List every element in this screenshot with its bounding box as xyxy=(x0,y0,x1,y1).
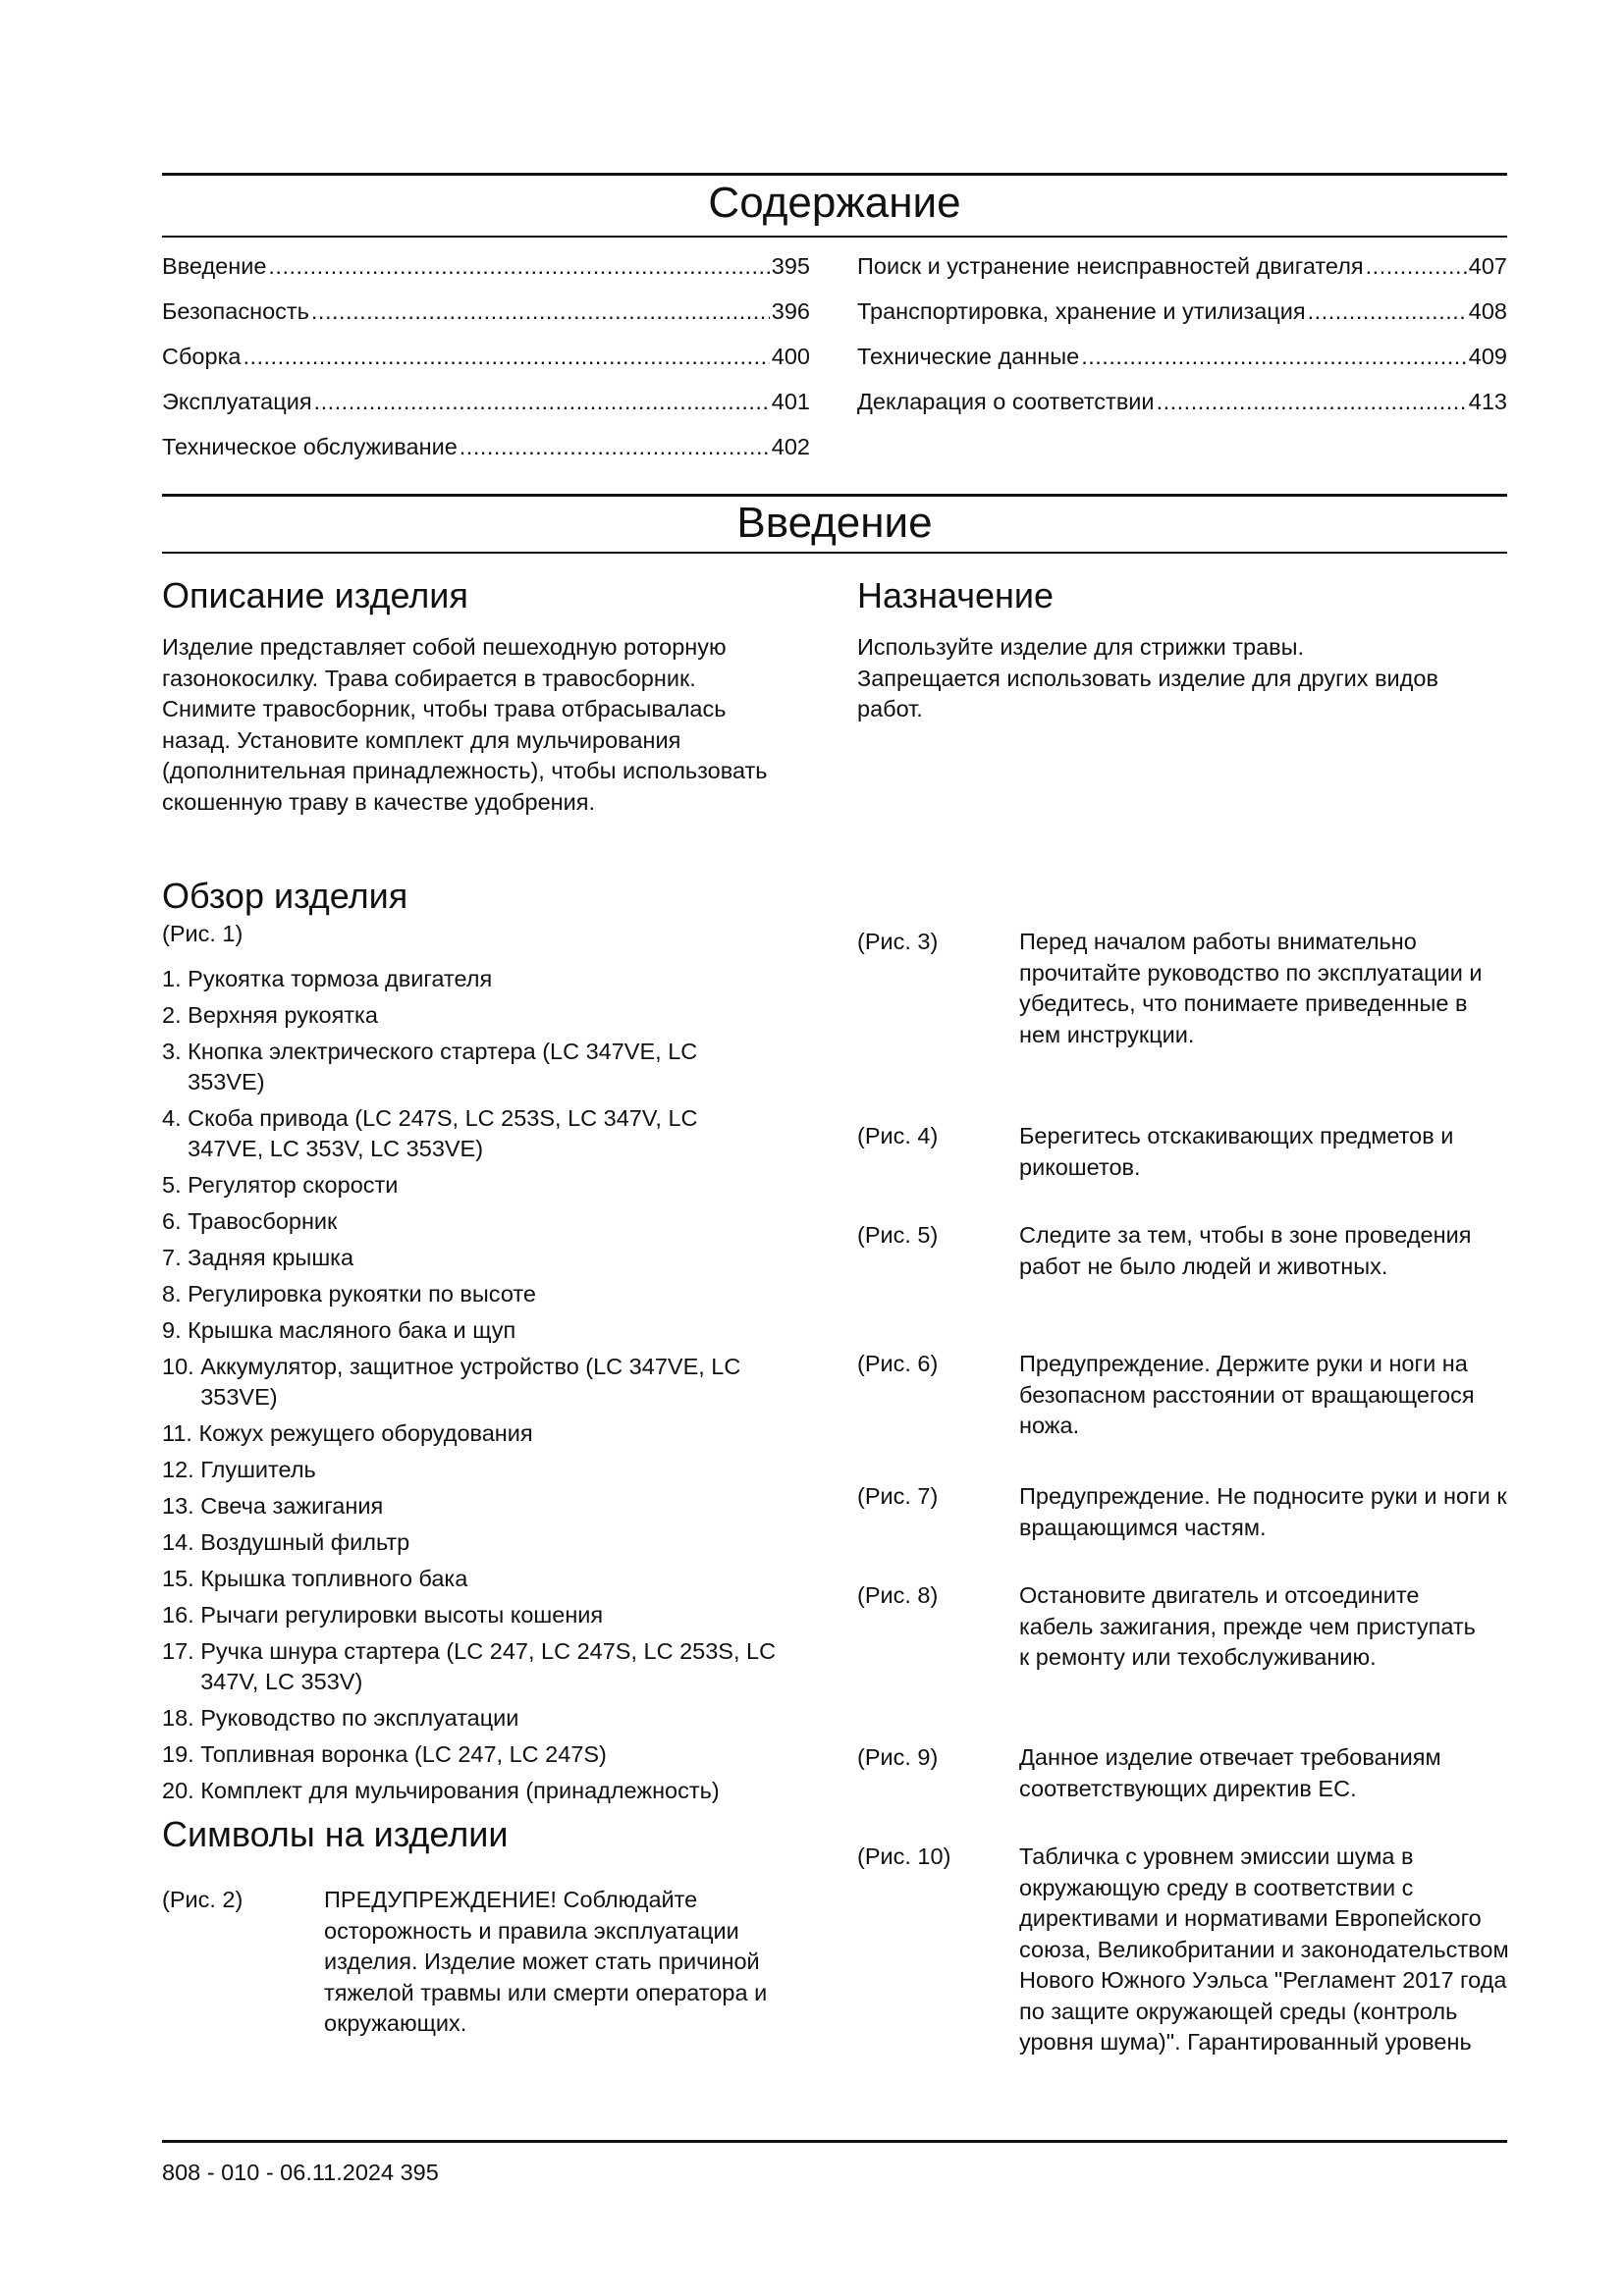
figure-reference: (Рис. 6) xyxy=(857,1351,939,1376)
toc-entry-page: 413 xyxy=(1468,389,1507,414)
item-number: 3. xyxy=(162,1039,189,1064)
item-text: Ручка шнура стартера (LC 247, LC 247S, LC 253S, LC 347V, LC 353V) xyxy=(200,1638,777,1694)
toc-entry-page: 409 xyxy=(1468,344,1507,369)
item-text: Крышка масляного бака и щуп xyxy=(188,1317,516,1343)
intro-title-underline xyxy=(162,552,1507,554)
toc-entry-label: Безопасность xyxy=(162,298,309,324)
item-number: 5. xyxy=(162,1172,189,1198)
figure-reference: (Рис. 10) xyxy=(857,1843,951,1869)
symbol-description: ПРЕДУПРЕЖДЕНИЕ! Соблюдайте осторожность и правила эксплуатации изделия. Изделие может стать причиной тяжелой травмы или смерти оператора и окружающих. xyxy=(324,1887,768,2036)
item-text: Воздушный фильтр xyxy=(200,1529,410,1555)
list-item xyxy=(162,1206,830,1237)
item-number: 9. xyxy=(162,1317,189,1343)
figure-reference: (Рис. 3) xyxy=(857,929,939,954)
document-code: 808 - 010 - 06.11.2024 xyxy=(162,2160,395,2185)
toc-title: Содержание xyxy=(708,179,961,227)
toc-entry-technical-data[interactable] xyxy=(857,344,1507,370)
toc-entry-page: 395 xyxy=(771,253,810,279)
toc-entry-label: Сборка xyxy=(162,344,242,369)
item-number: 12. xyxy=(162,1457,201,1482)
toc-leader-dots xyxy=(1308,298,1467,325)
item-number: 7. xyxy=(162,1245,189,1270)
item-number: 1. xyxy=(162,966,189,991)
symbol-description: Перед началом работы внимательно прочитайте руководство по эксплуатации и убедитесь, что понимаете приведенные в нем инструкции. xyxy=(1019,929,1483,1047)
symbol-entry-fig6 xyxy=(857,1349,1507,1447)
list-item xyxy=(162,964,830,994)
intro-top-rule xyxy=(162,494,1507,497)
toc-entry-intro[interactable] xyxy=(162,253,810,280)
toc-entry-page: 400 xyxy=(771,344,810,369)
purpose-heading: Назначение xyxy=(857,575,1055,615)
item-number: 14. xyxy=(162,1529,201,1555)
list-item xyxy=(162,1455,830,1485)
figure-reference: (Рис. 7) xyxy=(857,1483,939,1509)
item-text: Комплект для мульчирования (принадлежность) xyxy=(200,1778,720,1803)
item-text: Регулировка рукоятки по высоте xyxy=(188,1281,536,1307)
figure-reference: (Рис. 9) xyxy=(857,1744,939,1770)
toc-entry-page: 402 xyxy=(771,434,810,459)
symbol-description: Предупреждение. Держите руки и ноги на безопасном расстоянии от вращающегося ножа. xyxy=(1019,1351,1475,1438)
item-text: Кнопка электрического стартера (LC 347VE, LC 353VE) xyxy=(188,1039,698,1095)
list-item xyxy=(162,1279,830,1309)
toc-entry-assembly[interactable] xyxy=(162,344,810,370)
toc-leader-dots xyxy=(311,298,770,325)
item-number: 20. xyxy=(162,1778,201,1803)
overview-figref: (Рис. 1) xyxy=(162,921,244,946)
item-number: 13. xyxy=(162,1493,201,1519)
list-item xyxy=(162,1103,830,1164)
toc-entry-page: 408 xyxy=(1468,298,1507,324)
purpose-text: Используйте изделие для стрижки травы. Запрещается использовать изделие для других видов работ. xyxy=(857,634,1438,721)
item-text: Кожух режущего оборудования xyxy=(198,1420,533,1446)
overview-heading: Обзор изделия xyxy=(162,876,408,916)
item-number: 8. xyxy=(162,1281,189,1307)
figure-reference: (Рис. 5) xyxy=(857,1222,939,1248)
footer-rule xyxy=(162,2140,1507,2143)
list-item xyxy=(162,1418,830,1449)
list-item xyxy=(162,1776,830,1806)
item-text: Топливная воронка (LC 247, LC 247S) xyxy=(200,1741,607,1767)
item-text: Рычаги регулировки высоты кошения xyxy=(200,1602,604,1628)
symbol-entry-fig2 xyxy=(162,1885,790,2052)
intro-title: Введение xyxy=(736,499,933,547)
item-number: 11. xyxy=(162,1420,199,1446)
toc-leader-dots xyxy=(268,253,769,280)
symbol-entry-fig10 xyxy=(857,1842,1507,2097)
item-text: Верхняя рукоятка xyxy=(188,1002,378,1028)
item-number: 16. xyxy=(162,1602,201,1628)
toc-entry-safety[interactable] xyxy=(162,298,810,325)
toc-entry-page: 407 xyxy=(1468,253,1507,279)
item-number: 2. xyxy=(162,1002,189,1028)
item-text: Регулятор скорости xyxy=(188,1172,399,1198)
symbol-description: Предупреждение. Не подносите руки и ноги к вращающимся частям. xyxy=(1019,1483,1507,1540)
list-item xyxy=(162,1315,830,1346)
symbol-entry-fig5 xyxy=(857,1220,1507,1318)
footer-text xyxy=(162,2160,439,2186)
item-text: Руководство по эксплуатации xyxy=(200,1705,519,1731)
list-item xyxy=(162,1037,830,1097)
item-number: 18. xyxy=(162,1705,201,1731)
list-item xyxy=(162,1739,830,1770)
list-item xyxy=(162,1170,830,1201)
symbol-entry-fig7 xyxy=(857,1481,1507,1550)
overview-list xyxy=(162,964,830,1812)
toc-entry-maintenance[interactable] xyxy=(162,434,810,460)
toc-entry-label: Транспортировка, хранение и утилизация xyxy=(857,298,1306,324)
item-text: Рукоятка тормоза двигателя xyxy=(188,966,493,991)
toc-leader-dots xyxy=(460,434,770,460)
item-number: 4. xyxy=(162,1105,189,1131)
figure-reference: (Рис. 2) xyxy=(162,1887,244,1912)
toc-leader-dots xyxy=(1157,389,1467,415)
toc-entry-label: Техническое обслуживание xyxy=(162,434,458,459)
item-text: Травосборник xyxy=(188,1208,338,1234)
symbols-heading: Символы на изделии xyxy=(162,1814,509,1854)
item-text: Крышка топливного бака xyxy=(200,1566,468,1591)
figure-reference: (Рис. 4) xyxy=(857,1123,939,1148)
toc-entry-label: Введение xyxy=(162,253,267,279)
item-number: 15. xyxy=(162,1566,201,1591)
toc-entry-label: Эксплуатация xyxy=(162,389,312,414)
list-item xyxy=(162,1703,830,1734)
list-item xyxy=(162,1636,830,1697)
symbol-entry-fig3 xyxy=(857,927,1507,1054)
toc-leader-dots xyxy=(314,389,770,415)
symbol-description: Берегитесь отскакивающих предметов и рикошетов. xyxy=(1019,1123,1454,1180)
toc-entry-label: Поиск и устранение неисправностей двигателя xyxy=(857,253,1364,279)
list-item xyxy=(162,1600,830,1630)
list-item xyxy=(162,1564,830,1594)
item-text: Свеча зажигания xyxy=(200,1493,384,1519)
symbol-description: Данное изделие отвечает требованиям соответствующих директив ЕС. xyxy=(1019,1744,1441,1801)
toc-entry-label: Декларация о соответствии xyxy=(857,389,1155,414)
toc-entry-operation[interactable] xyxy=(162,389,810,415)
symbol-description: Остановите двигатель и отсоедините кабель зажигания, прежде чем приступать к ремонту или техобслуживанию. xyxy=(1019,1582,1476,1670)
toc-entry-page: 401 xyxy=(771,389,810,414)
symbol-description: Табличка с уровнем эмиссии шума в окружающую среду в соответствии с директивами и нормативами Европейского союза, Великобритании и законодательством Нового Южного Уэльса "Регламент 2017 года по защите окружающей среды (контроль уровня шума)". Гарантированный уровень xyxy=(1019,1843,1509,2055)
list-item xyxy=(162,1527,830,1558)
list-item xyxy=(162,1000,830,1031)
toc-leader-dots xyxy=(1081,344,1467,370)
toc-leader-dots xyxy=(1366,253,1467,280)
figure-reference: (Рис. 8) xyxy=(857,1582,939,1608)
item-number: 19. xyxy=(162,1741,201,1767)
item-text: Глушитель xyxy=(200,1457,316,1482)
symbol-description: Следите за тем, чтобы в зоне проведения работ не было людей и животных. xyxy=(1019,1222,1472,1279)
toc-leader-dots xyxy=(243,344,769,370)
item-text: Задняя крышка xyxy=(188,1245,354,1270)
list-item xyxy=(162,1352,830,1413)
description-heading: Описание изделия xyxy=(162,575,468,615)
description-text: Изделие представляет собой пешеходную роторную газонокосилку. Трава собирается в травосборник. Снимите травосборник, чтобы трава отбрасывалась назад. Установите комплект для мульчирования (дополнительная принадлежность), чтобы использовать скошенную траву в качестве удобрения. xyxy=(162,634,768,815)
page-number: 395 xyxy=(400,2160,439,2185)
symbol-entry-fig4 xyxy=(857,1121,1507,1190)
item-text: Аккумулятор, защитное устройство (LC 347VE, LC 353VE) xyxy=(200,1354,741,1410)
toc-entry-page: 396 xyxy=(771,298,810,324)
toc-entry-troubleshooting[interactable] xyxy=(857,253,1507,280)
toc-title-underline xyxy=(162,236,1507,238)
item-number: 10. xyxy=(162,1354,201,1379)
item-number: 17. xyxy=(162,1638,201,1664)
symbol-entry-fig9 xyxy=(857,1742,1507,1811)
toc-entry-label: Технические данные xyxy=(857,344,1080,369)
list-item xyxy=(162,1491,830,1522)
list-item xyxy=(162,1243,830,1273)
symbol-entry-fig8 xyxy=(857,1580,1507,1708)
top-rule xyxy=(162,173,1507,176)
toc-entry-declaration[interactable] xyxy=(857,389,1507,415)
item-text: Скоба привода (LC 247S, LC 253S, LC 347V, LC 347VE, LC 353V, LC 353VE) xyxy=(188,1105,698,1161)
toc-entry-transport[interactable] xyxy=(857,298,1507,325)
item-number: 6. xyxy=(162,1208,189,1234)
